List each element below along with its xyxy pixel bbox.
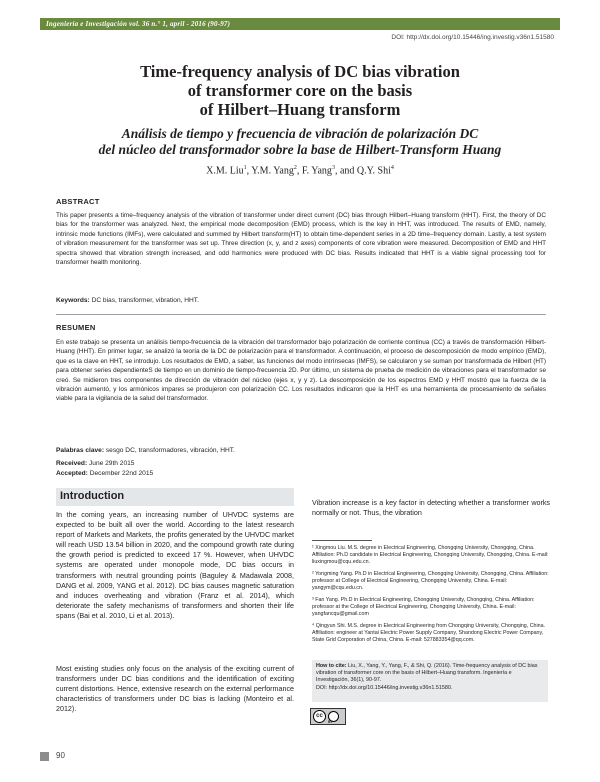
accepted-value: December 22nd 2015	[89, 470, 154, 477]
keywords-label: Keywords:	[56, 297, 90, 304]
citation-text: Liu, X., Yang, Y., Yang, F., & Shi, Q. (2016). Time-frequency analysis of DC bias vibration of transformer core on the basis of Hilbert–Huang transform. Ingeniería e Investigación, 36(1), 90-97.	[316, 663, 538, 684]
intro-paragraph-3: Vibration increase is a key factor in detecting whether a transformer works normally or not. Thus, the vibration	[312, 499, 550, 518]
how-to-cite-label: How to cite:	[316, 663, 347, 669]
palabras-clave-label: Palabras clave:	[56, 447, 105, 454]
page-number: 90	[56, 751, 65, 760]
introduction-heading: Introduction	[60, 490, 125, 502]
footnote-3: ³ Fan Yang. Ph.D in Electrical Engineering, Chongqing University, Chongqing, China. Affiliation: professor at the College of Electrical Engineering, Chongqing University, China. E-mail: yangfancqu@gmail.com	[312, 597, 535, 618]
page-marker	[40, 752, 49, 761]
author-separator: ,	[246, 165, 252, 177]
author-affiliation-mark: 2	[293, 165, 297, 171]
abstract-heading: ABSTRACT	[56, 197, 100, 206]
author-affiliation-mark: 4	[390, 165, 394, 171]
intro-paragraph-1: In the coming years, an increasing number of UHVDC systems are expected to be built all over the world. According to the latest research report of Markets and Markets, the profits generated by the UHVDC market will reach USD 13.54 billion in 2020, and the compound growth rate during the growth period is predicted to exceed 17 %. However, when UHVDC systems are operated under monopole mode, DC bias occurs in transformers with neutral grounding points (Baguley & Madawala 2008, DANG et al. 2009, YANG et al. 2012). DC bias causes magnetic saturation and induces overheating and vibration (Franz et al. 2014), which deteriorate the safety mechanisms of transformers and shorten their life spans (Bai et al. 2010, Li et al. 2013).	[56, 511, 294, 620]
author-list	[60, 165, 540, 176]
author-affiliation-mark: 3	[331, 165, 335, 171]
resumen-text: En este trabajo se presenta un análisis tiempo-frecuencia de la vibración del transformador bajo polarización de corriente continua (CC) a través de transformación Hilbert-Huang (HHT). En primer lugar, se analizó la teoría de la DC de polarización para el transformador. A continuación, el proceso de descomposición de modo empírico (EMD), que es la clave en HHT, se introdujo. Los resultados de EMD, a saber, las funciones del modo intrínsecas (IMFS), se calcularon y se suman por transformada de Hilbert (HT) para obtener series dependienteS de tiempo en un dominio de tiempo-frecuencia 2D. Por último, un sistema de prueba de medición de vibraciones para el transformador se creó. Se midieron tres componentes de dirección de vibración del núcleo (ejes x, y y z). La descomposición de los espectros EMD y HHT mostró que la fuerza de la vibración aumentó, y los armónicos impares se produjeron con polarización CC. Los resultados indicaron que la HHT es una herramienta de procesamiento de señales viable para la vigilancia de la salud del transformador.	[56, 339, 546, 403]
cc-icon: cc	[313, 710, 326, 723]
abstract-keywords	[56, 297, 546, 304]
received-label: Received:	[56, 460, 88, 467]
author-name: X.M. Liu	[206, 165, 244, 177]
palabras-clave-value: sesgo DC, transformadores, vibración, HHT.	[105, 447, 235, 454]
footnote-2: ² Yongming Yang. Ph.D in Electrical Engineering, Chongqing University, Chongqing, China. Affiliation: professor at College of Electrical Engineering, Chongqing University, China. E-mail: yangym@cqu.edu.cn.	[312, 571, 549, 592]
accepted-date	[56, 469, 153, 478]
citation-doi[interactable]: DOI: http://dx.doi.org/10.15446/ing.investig.v36n1.51580.	[316, 684, 453, 691]
author-name: Q.Y. Shi	[356, 165, 391, 177]
title-line-3: of Hilbert–Huang transform	[199, 100, 401, 119]
subtitle-line-2: del núcleo del transformador sobre la base de Hilbert-Transform Huang	[98, 142, 502, 157]
received-date	[56, 459, 134, 468]
abstract-text: This paper presents a time–frequency analysis of the vibration of transformer under direct current (DC) bias through Hilbert–Huang transform (HHT). First, the theory of DC bias for the transformer was analyzed. Next, the empirical mode decomposition (EMD) process, which is the key in HHT, was introduced. The results of EMD, namely, intrinsic mode functions (IMFs), were calculated and summed by Hilbert transform(HT) to obtain time-dependent series in a 2D time–frequency domain. Lastly, a test system of vibration measurement for the transformer was set up. Three direction (x, y, and z axes) components of core vibration were measured. Decomposition of EMD and HHT spectra showed that vibration strength increased, and odd harmonics were produced with DC bias. Results indicated that HHT is a viable signal processing tool for transformer health monitoring.	[56, 212, 546, 267]
creative-commons-badge[interactable]	[310, 708, 346, 725]
accepted-label: Accepted:	[56, 470, 88, 477]
how-to-cite-box	[312, 660, 548, 702]
palabras-clave	[56, 446, 235, 455]
footnote-1: ¹ Xingmou Liu. M.S. degree in Electrical Engineering, Chongqing University, Chongqing, China. Affiliation: Ph.D candidate in Electrical Engineering, Chongqing University, Chongqing, China. E-mail: liuxingmou@cqu.edu.cn.	[312, 545, 549, 566]
how-to-cite-text	[316, 663, 544, 692]
resumen-heading: RESUMEN	[56, 323, 96, 332]
subtitle-line-1: Análisis de tiempo y frecuencia de vibración de polarización DC	[121, 126, 479, 141]
author-name: F. Yang	[301, 165, 332, 177]
paper-title	[60, 62, 540, 119]
title-line-2: of transformer core on the basis	[187, 81, 413, 100]
doi-link[interactable]: DOI: http://dx.doi.org/10.15446/ing.investig.v36n1.51580	[391, 34, 554, 41]
title-line-1: Time-frequency analysis of DC bias vibration	[140, 62, 460, 81]
footnote-separator	[312, 540, 372, 541]
footnote-4: ⁴ Qingyun Shi. M.S. degree in Electrical Engineering from Chongqing University, Chongqing, China. Affiliation: engineer at Yantai Electric Power Supply Company, Shandong Electric Power Company, State Grid Corporation of China, China. E-mail: 527883354@qq.com.	[312, 623, 546, 644]
paper-subtitle	[50, 126, 550, 158]
author-affiliation-mark: 1	[243, 165, 247, 171]
cc-by-label: BY	[328, 720, 333, 724]
author-separator: ,	[296, 165, 302, 177]
author-separator: , and	[334, 165, 357, 177]
author-name: Y.M. Yang	[251, 165, 294, 177]
introduction-heading-box	[56, 488, 294, 506]
intro-paragraph-2: Most existing studies only focus on the analysis of the exciting current of transformers under DC bias conditions and the identification of exciting current distortions. Hence, extensive research on the external performance characteristics of transformers under DC bias is lacking (Monteiro et al. 2012).	[56, 665, 294, 714]
section-divider	[56, 314, 546, 315]
keywords-value: DC bias, transformer, vibration, HHT.	[91, 297, 199, 304]
received-value: June 29th 2015	[89, 460, 135, 467]
journal-header-text: Ingeniería e Investigación vol. 36 n.° 1, april - 2016 (90-97)	[46, 20, 231, 28]
